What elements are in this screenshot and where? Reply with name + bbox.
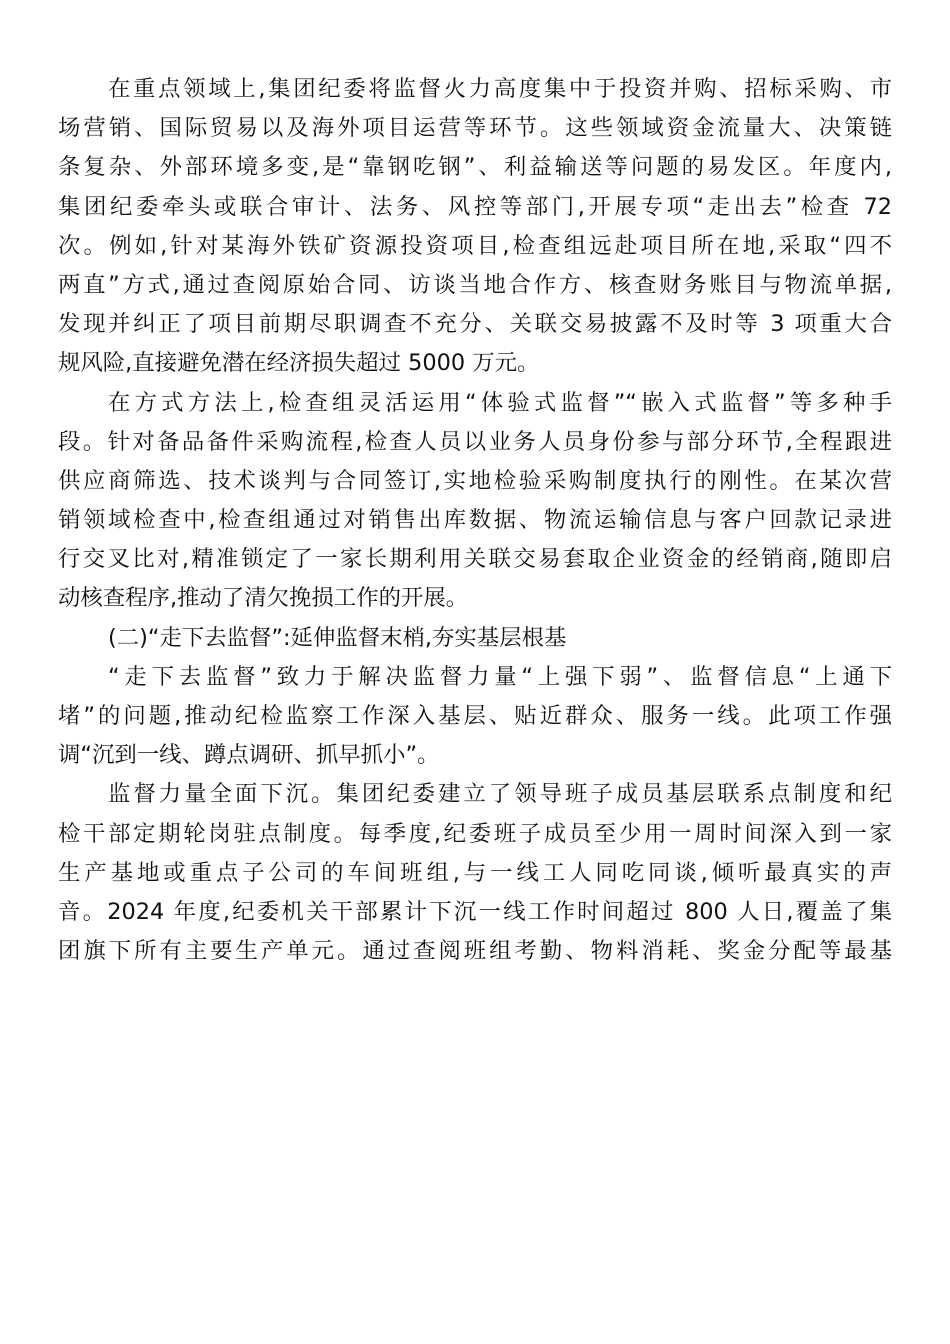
text-line: 供应商筛选、技术谈判与合同签订,实地检验采购制度执行的刚性。在某次营 (58, 467, 892, 494)
text-line: 在方式方法上,检查组灵活运用“体验式监督”“嵌入式监督”等多种手 (108, 389, 892, 416)
text-line: 动核查程序,推动了清欠挽损工作的开展。 (58, 585, 469, 612)
text-line: 行交叉比对,精准锁定了一家长期利用关联交易套取企业资金的经销商,随即启 (58, 546, 892, 573)
text-line: 销领域检查中,检查组通过对销售出库数据、物流运输信息与客户回款记录进 (58, 507, 892, 534)
text-line: “走下去监督”致力于解决监督力量“上强下弱”、监督信息“上通下 (108, 663, 892, 690)
paragraph-methods (58, 384, 892, 619)
text-line: 段。针对备品备件采购流程,检查人员以业务人员身份参与部分环节,全程跟进 (58, 428, 892, 455)
text-line: 规风险,直接避免潜在经济损失超过 5000 万元。 (58, 350, 540, 377)
text-line: 在重点领域上,集团纪委将监督火力高度集中于投资并购、招标采购、市 (108, 76, 892, 102)
text-line: 发现并纠正了项目前期尽职调查不充分、关联交易披露不及时等 3 项重大合 (58, 311, 892, 338)
paragraph-supervision-down (58, 775, 892, 971)
text-line: 两直”方式,通过查阅原始合同、访谈当地合作方、核查财务账目与物流单据, (58, 271, 892, 298)
text-line: 生产基地或重点子公司的车间班组,与一线工人同吃同谈,倾听最真实的声 (58, 859, 892, 886)
text-line: 条复杂、外部环境多变,是“靠钢吃钢”、利益输送等问题的易发区。年度内, (58, 154, 892, 181)
document-page (58, 70, 892, 971)
text-line: 检干部定期轮岗驻点制度。每季度,纪委班子成员至少用一周时间深入到一家 (58, 820, 892, 847)
paragraph-key-areas (58, 70, 892, 384)
paragraph-go-down-intro (58, 658, 892, 776)
text-line: 堵”的问题,推动纪检监察工作深入基层、贴近群众、服务一线。此项工作强 (58, 703, 892, 729)
text-line: 调“沉到一线、蹲点调研、抓早抓小”。 (58, 742, 440, 769)
text-line: 集团纪委牵头或联合审计、法务、风控等部门,开展专项“走出去”检查 72 (58, 193, 892, 220)
text-line: 团旗下所有主要生产单元。通过查阅班组考勤、物料消耗、奖金分配等最基 (58, 938, 892, 965)
text-line: 次。例如,针对某海外铁矿资源投资项目,检查组远赴项目所在地,采取“四不 (58, 232, 892, 259)
text-line: 监督力量全面下沉。集团纪委建立了领导班子成员基层联系点制度和纪 (108, 781, 892, 808)
section-heading (58, 619, 892, 658)
section-heading-text: (二)“走下去监督”:延伸监督末梢,夯实基层根基 (108, 624, 567, 651)
text-line: 音。2024 年度,纪委机关干部累计下沉一线工作时间超过 800 人日,覆盖了集 (58, 898, 892, 925)
text-line: 场营销、国际贸易以及海外项目运营等环节。这些领域资金流量大、决策链 (58, 115, 892, 142)
